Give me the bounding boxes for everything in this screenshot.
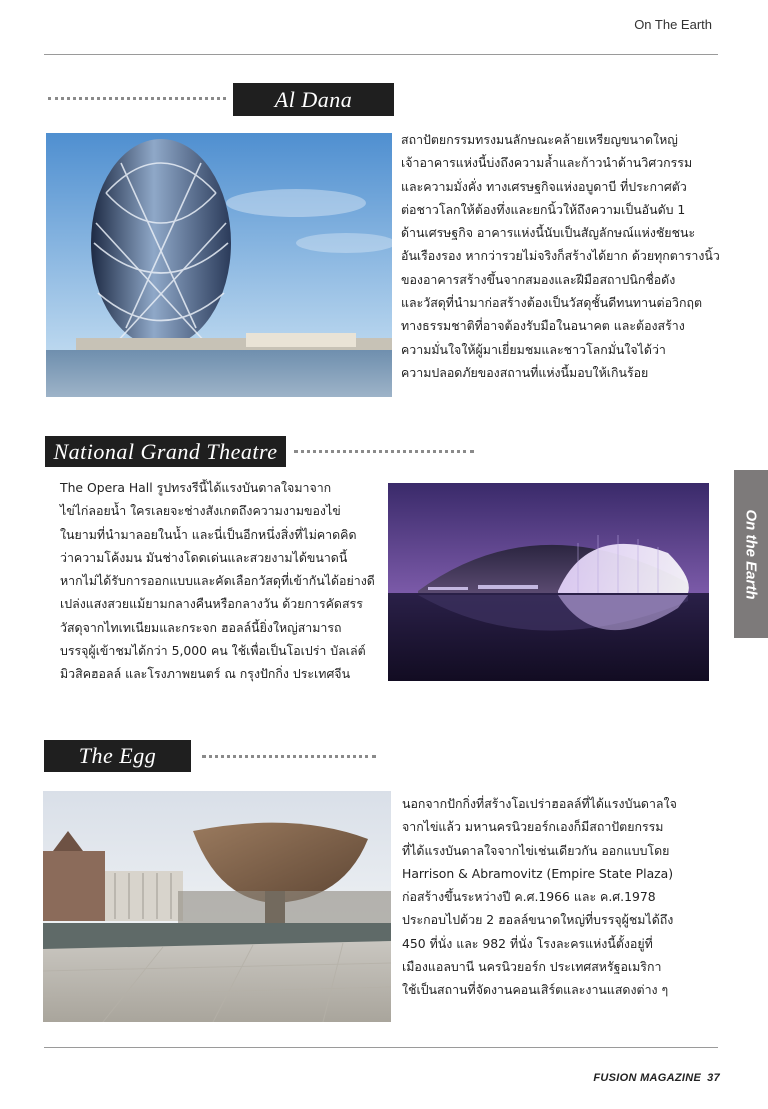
page-footer [593, 1072, 720, 1084]
body-line: ไข่ไก่ลอยน้ำ ใครเลยจะช่างสังเกตถึงความงามของไข่ [60, 503, 341, 519]
body-line: และวัสดุที่นำมาก่อสร้างต้องเป็นวัสดุชั้นดีทนทานต่อวิกฤต [401, 295, 703, 311]
magazine-name: FUSION MAGAZINE [593, 1072, 702, 1084]
body-line: ของอาคารสร้างขึ้นจากสมองและฝีมือสถาปนิกชื่อดัง [401, 271, 676, 287]
body-line: สถาปัตยกรรมทรงมนลักษณะคล้ายเหรียญขนาดใหญ่ [401, 132, 678, 147]
body-line: ความมั่นใจให้ผู้มาเยี่ยมชมและชาวโลกมั่นใจได้ว่า [401, 341, 666, 357]
side-tab-label: On the Earth [742, 508, 760, 600]
body-line: ว่าความโค้งมน มันช่างโดดเด่นและสวยงามได้ขนาดนี้ [60, 549, 348, 565]
body-line: The Opera Hall รูปทรงรีนี้ได้แรงบันดาลใจมาจาก [60, 480, 332, 495]
theatre-night-image [388, 483, 709, 681]
body-line: ใช้เป็นสถานที่จัดงานคอนเสิร์ตและงานแสดงต่าง ๆ [402, 982, 669, 998]
body-line: บรรจุผู้เข้าชมได้กว่า 5,000 คน ใช้เพื่อเป็นโอเปร่า บัลเล่ต์ [60, 643, 366, 659]
body-line: ความปลอดภัยของสถานที่แห่งนี้มอบให้เกินร้อย [401, 364, 649, 380]
body-line: หากไม่ได้รับการออกแบบและคัดเลือกวัสดุที่เข้ากันได้อย่างดี [60, 573, 375, 589]
body-line: เจ้าอาคารแห่งนี้บ่งถึงความล้ำและก้าวนำด้านวิศวกรรม [401, 155, 693, 171]
national-grand-theatre-photo [388, 483, 709, 681]
body-line: อันเรืองรอง หากว่ารวยไม่จริงก็สร้างได้ยาก ด้วยทุกตารางนิ้ว [401, 248, 720, 264]
article-title-al-dana: Al Dana [233, 83, 394, 116]
al-dana-photo [46, 133, 392, 397]
page-number: 37 [707, 1072, 720, 1084]
body-line: เมืองแอลบานี นครนิวยอร์ก ประเทศสหรัฐอเมริกา [402, 959, 662, 975]
article-body-al-dana [401, 128, 720, 384]
body-line: จากไข่แล้ว มหานครนิวยอร์กเองก็มีสถาปัตยกรรม [402, 819, 664, 835]
title-dotted-leader [48, 97, 226, 100]
article-title-the-egg: The Egg [44, 740, 191, 772]
body-line: เปล่งแสงสวยแม้ยามกลางคืนหรือกลางวัน ด้วยการคัดสรร [60, 596, 363, 612]
body-line: ต่อชาวโลกให้ต้องทึ่งและยกนิ้วให้ถึงความเป็นอันดับ 1 [401, 201, 686, 217]
body-line: Harrison & Abramovitz (Empire State Plaza) [402, 865, 674, 881]
footer-divider [44, 1047, 718, 1048]
body-line: มิวสิคฮอลล์ และโรงภาพยนตร์ ณ กรุงปักกิ่ง ประเทศจีน [60, 666, 351, 682]
article-body-national-grand-theatre [60, 476, 375, 686]
title-dotted-leader [294, 450, 474, 453]
body-line: ในยามที่นำมาลอยในน้ำ และนี่เป็นอีกหนึ่งสิ่งที่ไม่คาดคิด [60, 526, 357, 542]
body-line: วัสดุจากไทเทเนียมและกระจก ฮอลล์นี้ยิ่งใหญ่สามารถ [60, 619, 342, 635]
section-header-label: On The Earth [634, 17, 712, 32]
body-line: ที่ได้แรงบันดาลใจจากไข่เช่นเดียวกัน ออกแบบโดย [402, 842, 670, 858]
body-line: ก่อสร้างขึ้นระหว่างปี ค.ศ.1966 และ ค.ศ.1978 [402, 889, 656, 905]
side-section-tab [734, 470, 768, 638]
article-body-the-egg [402, 792, 677, 1002]
egg-building-image [43, 791, 391, 1022]
body-line: นอกจากปักกิ่งที่สร้างโอเปร่าฮอลล์ที่ได้แรงบันดาลใจ [402, 796, 677, 811]
body-line: ประกอบไปด้วย 2 ฮอลล์ขนาดใหญ่ที่บรรจุผู้ชมได้ถึง [402, 912, 674, 928]
title-dotted-leader [202, 755, 376, 758]
body-line: ด้านเศรษฐกิจ อาคารแห่งนี้นับเป็นสัญลักษณ์แห่งชัยชนะ [401, 225, 696, 241]
body-line: ทางธรรมชาติที่อาจต้องรับมือในอนาคต และต้องสร้าง [401, 318, 685, 334]
header-divider [44, 54, 718, 55]
article-title-national-grand-theatre: National Grand Theatre [45, 436, 286, 467]
al-dana-building-image [46, 133, 392, 397]
body-line: 450 ที่นั่ง และ 982 ที่นั่ง โรงละครแห่งนี้ตั้งอยู่ที่ [402, 935, 653, 951]
body-line: และความมั่งคั่ง ทางเศรษฐกิจแห่งอบูดาบี ที่ประกาศตัว [401, 178, 687, 194]
the-egg-photo [43, 791, 391, 1022]
